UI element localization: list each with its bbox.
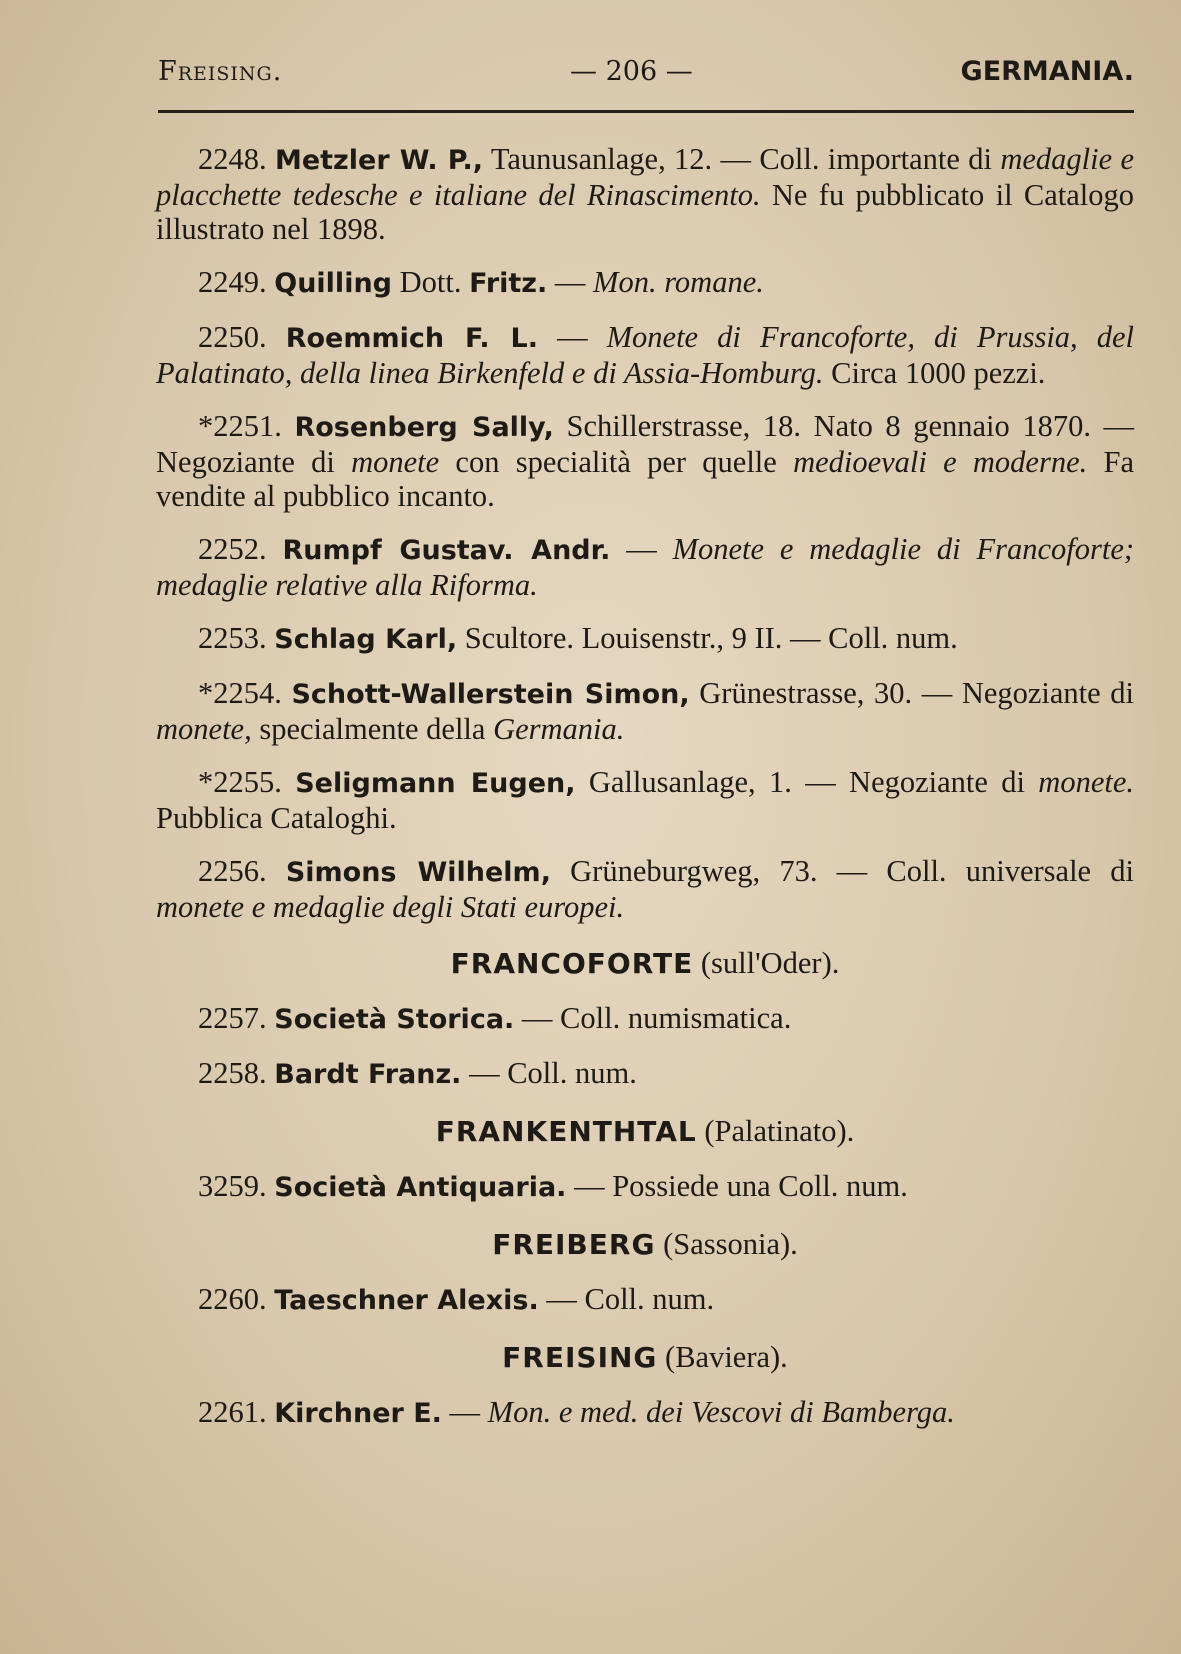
entry-2256 [156,854,1134,924]
entry-name: Schlag Karl, [274,624,458,655]
section-region: (Palatinato). [696,1114,855,1148]
entry-2254 [156,676,1134,746]
entry-2258 [156,1056,1134,1092]
entry-text: — Coll. num. [461,1056,637,1090]
section-region: (sull'Oder). [693,946,840,980]
directory-body [156,142,1134,1450]
entry-text: Circa 1000 pezzi. [823,356,1046,390]
entry-number: 2257. [198,1001,267,1035]
entry-text: Ne fu pubblicato il Catalogo illustrato nel 1898. [156,178,1134,246]
entry-2260 [156,1282,1134,1318]
entry-text-italic: Monete di Francoforte, di Prussia, del Palatinato, della linea Birkenfeld e di Assia-Homburg. [156,320,1135,390]
entry-text-italic: monete e medaglie degli Stati europei. [156,890,625,924]
entry-name-2: Fritz. [469,268,548,299]
entry-2253 [156,621,1134,657]
section-region: (Baviera). [657,1340,788,1374]
entry-text: — Coll. num. [538,1282,715,1316]
entry-text-italic: Monete e medaglie di Francoforte; medaglie relative alla Riforma. [156,532,1135,602]
entry-2257 [156,1001,1134,1037]
section-heading-freiberg [156,1227,1134,1262]
header-location: Freising. [158,56,283,87]
entry-text-italic: medaglie e placchette tedesche e italiane del Rinascimento. [156,142,1134,212]
entry-2250 [156,320,1134,390]
section-city: FRANCOFORTE [450,947,694,980]
entry-text: Fa vendite al pubblico incanto. [156,445,1134,513]
entry-text: Gallusanlage, 1. — Negoziante di [575,765,1039,799]
header-country: GERMANIA. [960,56,1134,87]
entry-name: Taeschner Alexis. [274,1285,539,1316]
entry-number: 2260. [198,1282,267,1316]
entry-name: Roemmich F. L. [285,323,538,354]
entry-3259 [156,1169,1134,1205]
section-heading-freising [156,1340,1134,1375]
entry-text: Schillerstrasse, 18. Nato 8 gennaio 1870. — Negoziante di [156,409,1135,479]
entry-2252 [156,532,1134,602]
entry-name: Società Antiquaria. [274,1172,567,1203]
entry-text-italic: Germania. [493,712,625,746]
entry-name: Simons Wilhelm, [285,857,551,888]
entry-text: Grünestrasse, 30. — Negoziante di [689,676,1134,710]
entry-number: 2253. [198,621,267,655]
entry-text-italic: medioevali e moderne. [793,445,1088,479]
entry-number: 3259. [198,1169,267,1203]
entry-text: con specialità per quelle [439,445,794,479]
entry-name: Società Storica. [274,1004,515,1035]
entry-number: *2255. [198,765,282,799]
entry-number: 2261. [198,1395,267,1429]
entry-text: — [538,320,607,354]
entry-number: 2248. [198,142,267,176]
entry-text: — [610,532,673,566]
entry-text: Taunusanlage, 12. — Coll. importante di [483,142,1001,176]
entry-2249 [156,265,1134,301]
entry-text-italic: monete, [156,712,252,746]
entry-text: specialmente della [251,712,494,746]
section-heading-frankenthtal [156,1114,1134,1149]
entry-name: Quilling [274,268,392,299]
entry-2255 [156,765,1134,835]
section-city: FREISING [502,1341,658,1374]
entry-text: Dott. [392,265,470,299]
entry-number: 2256. [198,854,267,888]
entry-text: — Coll. numismatica. [514,1001,792,1035]
entry-text-italic: Mon. romane. [593,265,764,299]
entry-text: — [547,265,594,299]
entry-name: Kirchner E. [274,1398,442,1429]
entry-text: Scultore. Louisenstr., 9 II. — Coll. num. [457,621,958,655]
header-rule [158,110,1134,113]
entry-2261 [156,1395,1134,1431]
entry-name: Rosenberg Sally, [294,412,554,443]
entry-name: Bardt Franz. [274,1059,462,1090]
entry-name: Schott-Wallerstein Simon, [291,679,690,710]
entry-2251 [156,409,1134,513]
entry-number: 2252. [198,532,267,566]
section-city: FRANKENTHTAL [435,1115,697,1148]
entry-text-italic: Mon. e med. dei Vescovi di Bamberga. [487,1395,955,1429]
entry-name: Rumpf Gustav. Andr. [282,535,611,566]
entry-number: *2251. [198,409,282,443]
entry-name: Metzler W. P., [274,145,484,176]
section-heading-francoforte [156,946,1134,981]
entry-text: Grüneburgweg, 73. — Coll. universale di [550,854,1135,888]
section-city: FREIBERG [492,1228,656,1261]
running-header [158,56,1134,92]
page-number: — 206 — [570,56,693,87]
entry-text-italic: monete. [1038,765,1134,799]
section-region: (Sassonia). [655,1227,798,1261]
entry-text: Pubblica Cataloghi. [156,801,397,835]
entry-number: *2254. [198,676,282,710]
entry-number: 2258. [198,1056,267,1090]
entry-number: 2250. [198,320,267,354]
entry-name: Seligmann Eugen, [295,768,576,799]
entry-2248 [156,142,1134,246]
entry-number: 2249. [198,265,267,299]
entry-text: — Possiede una Coll. num. [566,1169,908,1203]
entry-text: — [441,1395,488,1429]
entry-text-italic: monete [351,445,440,479]
